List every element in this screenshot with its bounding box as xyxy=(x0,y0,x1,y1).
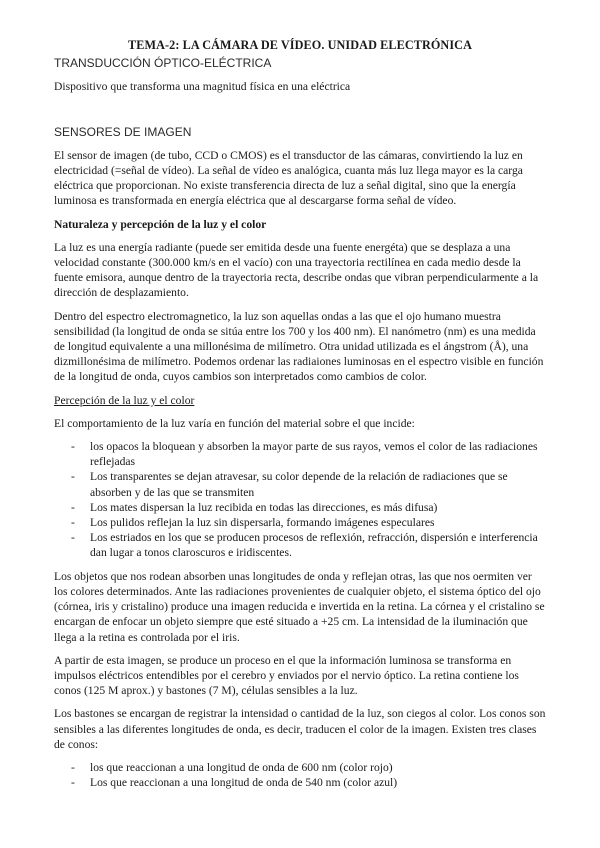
list-item-text: Los que reaccionan a una longitud de onda de 540 nm (color azul) xyxy=(90,776,398,790)
dash-bullet: - xyxy=(71,516,75,530)
list-item-text: Los pulidos reflejan la luz sin dispersarla, formando imágenes especulares xyxy=(90,516,435,530)
dash-bullet: - xyxy=(71,500,75,514)
sensores-intro-paragraph: El sensor de imagen (de tubo, CCD o CMOS) es el transductor de las cámaras, convirtiendo la luz en electricidad (=señal de vídeo). La señal de vídeo es analógica, cuanta más luz llega mayor es la carga eléctrica que proporcionan. No existe transferencia directa de luz a señal digital, sino que la energía luminosa es transformada en energía eléctrica que al descargarse forma señal de vídeo. xyxy=(54,148,523,208)
materials-list xyxy=(54,439,546,561)
list-item xyxy=(54,775,546,790)
list-item xyxy=(54,439,546,469)
list-item-text: Los transparentes se dejan atravesar, su color depende de la relación de radiaciones que se absorben y de las que se transmiten xyxy=(90,470,508,499)
page-title: TEMA-2: LA CÁMARA DE VÍDEO. UNIDAD ELECTRÓNICA xyxy=(128,38,472,52)
spectrum-paragraph: Dentro del espectro electromagnetico, la luz son aquellas ondas a las que el ojo humano muestra sensibilidad (la longitud de onda se sitúa entre los 700 y los 400 nm). El nanómetro (nm) es una medida de longitud equivalente a una millonésima de milímetro. Otra unidad utilizada es el ángstrom (Å), una dizmillonésima de milímetro. Podemos ordenar las radiaiones luminosas en el espectro visible en función de la longitud de onda, cuyos cambios son interpretados como cambios de color. xyxy=(54,309,544,384)
subheading-naturaleza: Naturaleza y percepción de la luz y el color xyxy=(54,217,267,231)
list-item xyxy=(54,760,546,775)
perception-heading: Percepción de la luz y el color xyxy=(54,393,195,407)
list-item-text: los opacos la bloquean y absorben la mayor parte de sus rayos, vemos el color de las radiaciones reflejadas xyxy=(90,440,538,469)
section-heading-sensores: SENSORES DE IMAGEN xyxy=(54,124,192,139)
list-item xyxy=(54,530,546,560)
document-page xyxy=(54,38,546,798)
dash-bullet: - xyxy=(71,760,75,774)
dash-bullet: - xyxy=(71,470,75,484)
list-item-text: Los mates dispersan la luz recibida en todas las direcciones, es más difusa) xyxy=(90,500,438,514)
light-nature-paragraph: La luz es una energía radiante (puede ser emitida desde una fuente energéta) que se desplaza a una velocidad constante (300.000 km/s en el vacío) con una trayectoria rectilínea en cada medio desde la fuente emisora, aunque dentro de la trayectoria recta, describe ondas que vibran perpendicularmente a la dirección de desplazamiento. xyxy=(54,240,539,300)
list-item xyxy=(54,515,546,530)
list-item-text: Los estriados en los que se producen procesos de reflexión, refracción, dispersión e interferencia dan lugar a tonos claroscuros e iridiscentes. xyxy=(90,531,538,560)
retina-paragraph: A partir de esta imagen, se produce un proceso en el que la información luminosa se transforma en impulsos eléctricos entendibles por el cerebro y enviados por el nervio óptico. La retina contiene los conos (125 M aprox.) y bastones (7 M), células sensibles a la luz. xyxy=(54,653,519,698)
list-item xyxy=(54,500,546,515)
objects-color-paragraph: Los objetos que nos rodean absorben unas longitudes de onda y reflejan otras, las que nos oermiten ver los colores determinados. Ante las radiaciones provenientes de cualquier objeto, el sistema óptico del ojo (córnea, iris y cristalino) produce una imagen reducida e invertida en la retina. La córnea y el cristalino se encargan de enfocar un objeto siempre que esté situado a +25 cm. La intensidad de la iluminación que llega a la retina es controlada por el iris. xyxy=(54,569,545,644)
cones-list xyxy=(54,760,546,790)
perception-intro: El comportamiento de la luz varía en función del material sobre el que incide: xyxy=(54,416,415,430)
list-item-text: los que reaccionan a una longitud de onda de 600 nm (color rojo) xyxy=(90,760,393,774)
section-heading-transduccion: TRANSDUCCIÓN ÓPTICO-ELÉCTRICA xyxy=(54,56,272,71)
transduccion-definition: Dispositivo que transforma una magnitud física en una eléctrica xyxy=(54,80,351,94)
rods-cones-paragraph: Los bastones se encargan de registrar la intensidad o cantidad de la luz, son ciegos al color. Los conos son sensibles a las diferentes longitudes de onda, es decir, traducen el color de la imagen. Existen tres clases de conos: xyxy=(54,707,546,751)
dash-bullet: - xyxy=(71,531,75,545)
list-item xyxy=(54,469,546,499)
dash-bullet: - xyxy=(71,440,75,454)
dash-bullet: - xyxy=(71,776,75,790)
